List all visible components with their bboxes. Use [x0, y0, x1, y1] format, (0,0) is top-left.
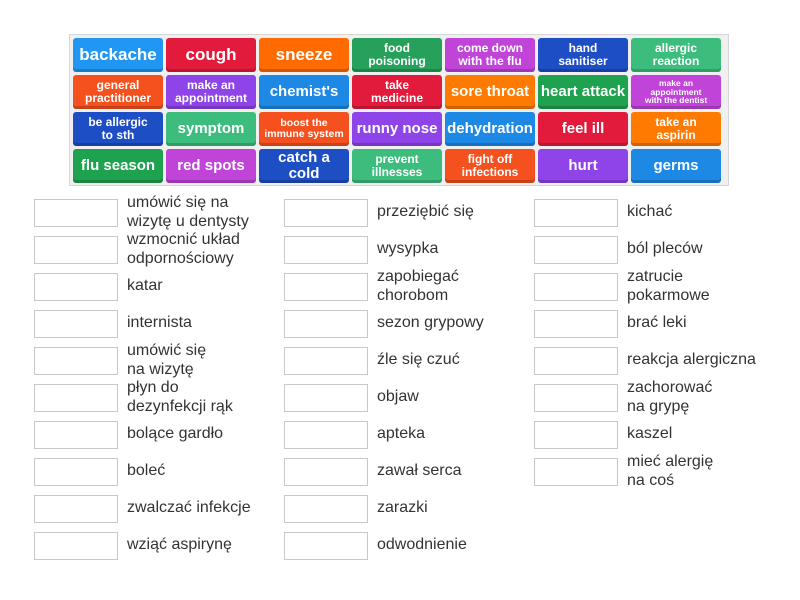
answer-label: płyn do dezynfekcji rąk — [127, 379, 233, 415]
answer-label: sezon grypowy — [377, 314, 484, 332]
answer-item — [284, 268, 534, 305]
draggable-word-tile[interactable]: flu season — [73, 149, 163, 183]
answer-label: internista — [127, 314, 192, 332]
answer-label: odwodnienie — [377, 536, 467, 554]
answer-label: zwalczać infekcje — [127, 499, 251, 517]
answer-label: apteka — [377, 425, 426, 443]
answer-item — [284, 527, 534, 564]
draggable-word-tile[interactable]: feel ill — [538, 112, 628, 146]
draggable-word-tile[interactable]: come down with the flu — [445, 38, 535, 72]
answer-item — [534, 379, 784, 416]
draggable-word-tile[interactable]: chemist's — [259, 75, 349, 109]
drop-target-box[interactable] — [34, 273, 118, 301]
drop-target-box[interactable] — [284, 421, 368, 449]
drop-target-box[interactable] — [284, 199, 368, 227]
answer-item — [34, 231, 284, 268]
drop-target-box[interactable] — [284, 273, 368, 301]
drop-target-box[interactable] — [534, 310, 618, 338]
drop-target-box[interactable] — [34, 310, 118, 338]
draggable-word-tile[interactable]: germs — [631, 149, 721, 183]
answer-item — [34, 490, 284, 527]
answer-item — [284, 194, 534, 231]
draggable-word-tile[interactable]: be allergic to sth — [73, 112, 163, 146]
draggable-word-tile[interactable]: general practitioner — [73, 75, 163, 109]
answer-grid — [34, 194, 784, 564]
answer-label: zawał serca — [377, 462, 462, 480]
drop-target-box[interactable] — [284, 458, 368, 486]
drop-target-box[interactable] — [34, 421, 118, 449]
draggable-word-tile[interactable]: make an appointment — [166, 75, 256, 109]
answer-item — [34, 194, 284, 231]
answer-label: zatrucie pokarmowe — [627, 268, 710, 304]
answer-item — [34, 305, 284, 342]
drop-target-box[interactable] — [534, 347, 618, 375]
drop-target-box[interactable] — [34, 384, 118, 412]
answer-item — [284, 453, 534, 490]
draggable-word-tile[interactable]: symptom — [166, 112, 256, 146]
answer-item — [534, 342, 784, 379]
answer-label: zarazki — [377, 499, 428, 517]
draggable-word-tile[interactable]: backache — [73, 38, 163, 72]
drop-target-box[interactable] — [34, 199, 118, 227]
draggable-word-tile[interactable]: hurt — [538, 149, 628, 183]
answer-item — [34, 416, 284, 453]
draggable-word-tile[interactable]: take an aspirin — [631, 112, 721, 146]
answer-item — [34, 268, 284, 305]
draggable-word-tile[interactable]: allergic reaction — [631, 38, 721, 72]
answer-label: ból pleców — [627, 240, 703, 258]
answer-item — [34, 342, 284, 379]
answer-item — [534, 194, 784, 231]
answer-item — [284, 342, 534, 379]
draggable-word-tile[interactable]: prevent illnesses — [352, 149, 442, 183]
word-tile-board — [69, 34, 729, 186]
answer-item — [284, 231, 534, 268]
drop-target-box[interactable] — [284, 384, 368, 412]
draggable-word-tile[interactable]: hand sanitiser — [538, 38, 628, 72]
drop-target-box[interactable] — [284, 236, 368, 264]
draggable-word-tile[interactable]: heart attack — [538, 75, 628, 109]
answer-label: kaszel — [627, 425, 673, 443]
drop-target-box[interactable] — [534, 421, 618, 449]
answer-label: przeziębić się — [377, 203, 474, 221]
drop-target-box[interactable] — [34, 495, 118, 523]
answer-label: katar — [127, 277, 163, 295]
draggable-word-tile[interactable]: red spots — [166, 149, 256, 183]
drop-target-box[interactable] — [534, 458, 618, 486]
answer-label: mieć alergię na coś — [627, 453, 714, 489]
answer-label: umówić się na wizytę u dentysty — [127, 194, 249, 230]
answer-item-empty — [534, 490, 784, 527]
draggable-word-tile[interactable]: boost the immune system — [259, 112, 349, 146]
draggable-word-tile[interactable]: make an appointment with the dentist — [631, 75, 721, 109]
answer-label: brać leki — [627, 314, 687, 332]
answer-label: źle się czuć — [377, 351, 460, 369]
answer-item — [284, 305, 534, 342]
answer-item — [534, 416, 784, 453]
answer-label: umówić się na wizytę — [127, 342, 207, 378]
answer-item — [34, 453, 284, 490]
drop-target-box[interactable] — [284, 495, 368, 523]
answer-label: wziąć aspirynę — [127, 536, 232, 554]
answer-label: bolące gardło — [127, 425, 224, 443]
drop-target-box[interactable] — [534, 273, 618, 301]
drop-target-box[interactable] — [534, 199, 618, 227]
drop-target-box[interactable] — [284, 347, 368, 375]
answer-label: reakcja alergiczna — [627, 351, 756, 369]
answer-item — [534, 231, 784, 268]
draggable-word-tile[interactable]: dehydration — [445, 112, 535, 146]
drop-target-box[interactable] — [284, 310, 368, 338]
draggable-word-tile[interactable]: cough — [166, 38, 256, 72]
answer-item — [34, 379, 284, 416]
answer-label: kichać — [627, 203, 673, 221]
answer-item — [284, 490, 534, 527]
draggable-word-tile[interactable]: runny nose — [352, 112, 442, 146]
answer-item — [534, 453, 784, 490]
drop-target-box[interactable] — [284, 532, 368, 560]
drop-target-box[interactable] — [34, 347, 118, 375]
drop-target-box[interactable] — [34, 236, 118, 264]
answer-item — [534, 268, 784, 305]
drop-target-box[interactable] — [34, 458, 118, 486]
draggable-word-tile[interactable]: catch a cold — [259, 149, 349, 183]
answer-label: zachorować na grypę — [627, 379, 713, 415]
answer-item — [284, 379, 534, 416]
drop-target-box[interactable] — [534, 236, 618, 264]
answer-label: boleć — [127, 462, 166, 480]
answer-item — [534, 305, 784, 342]
drop-target-box[interactable] — [34, 532, 118, 560]
tile-grid — [73, 38, 721, 183]
answer-label: objaw — [377, 388, 419, 406]
drop-target-box[interactable] — [534, 384, 618, 412]
answer-label: zapobiegać chorobom — [377, 268, 459, 304]
draggable-word-tile[interactable]: fight off infections — [445, 149, 535, 183]
draggable-word-tile[interactable]: take medicine — [352, 75, 442, 109]
draggable-word-tile[interactable]: food poisoning — [352, 38, 442, 72]
answer-label: wzmocnić układ odpornościowy — [127, 231, 240, 267]
draggable-word-tile[interactable]: sneeze — [259, 38, 349, 72]
answer-item — [284, 416, 534, 453]
answer-item — [34, 527, 284, 564]
draggable-word-tile[interactable]: sore throat — [445, 75, 535, 109]
answer-label: wysypka — [377, 240, 439, 258]
